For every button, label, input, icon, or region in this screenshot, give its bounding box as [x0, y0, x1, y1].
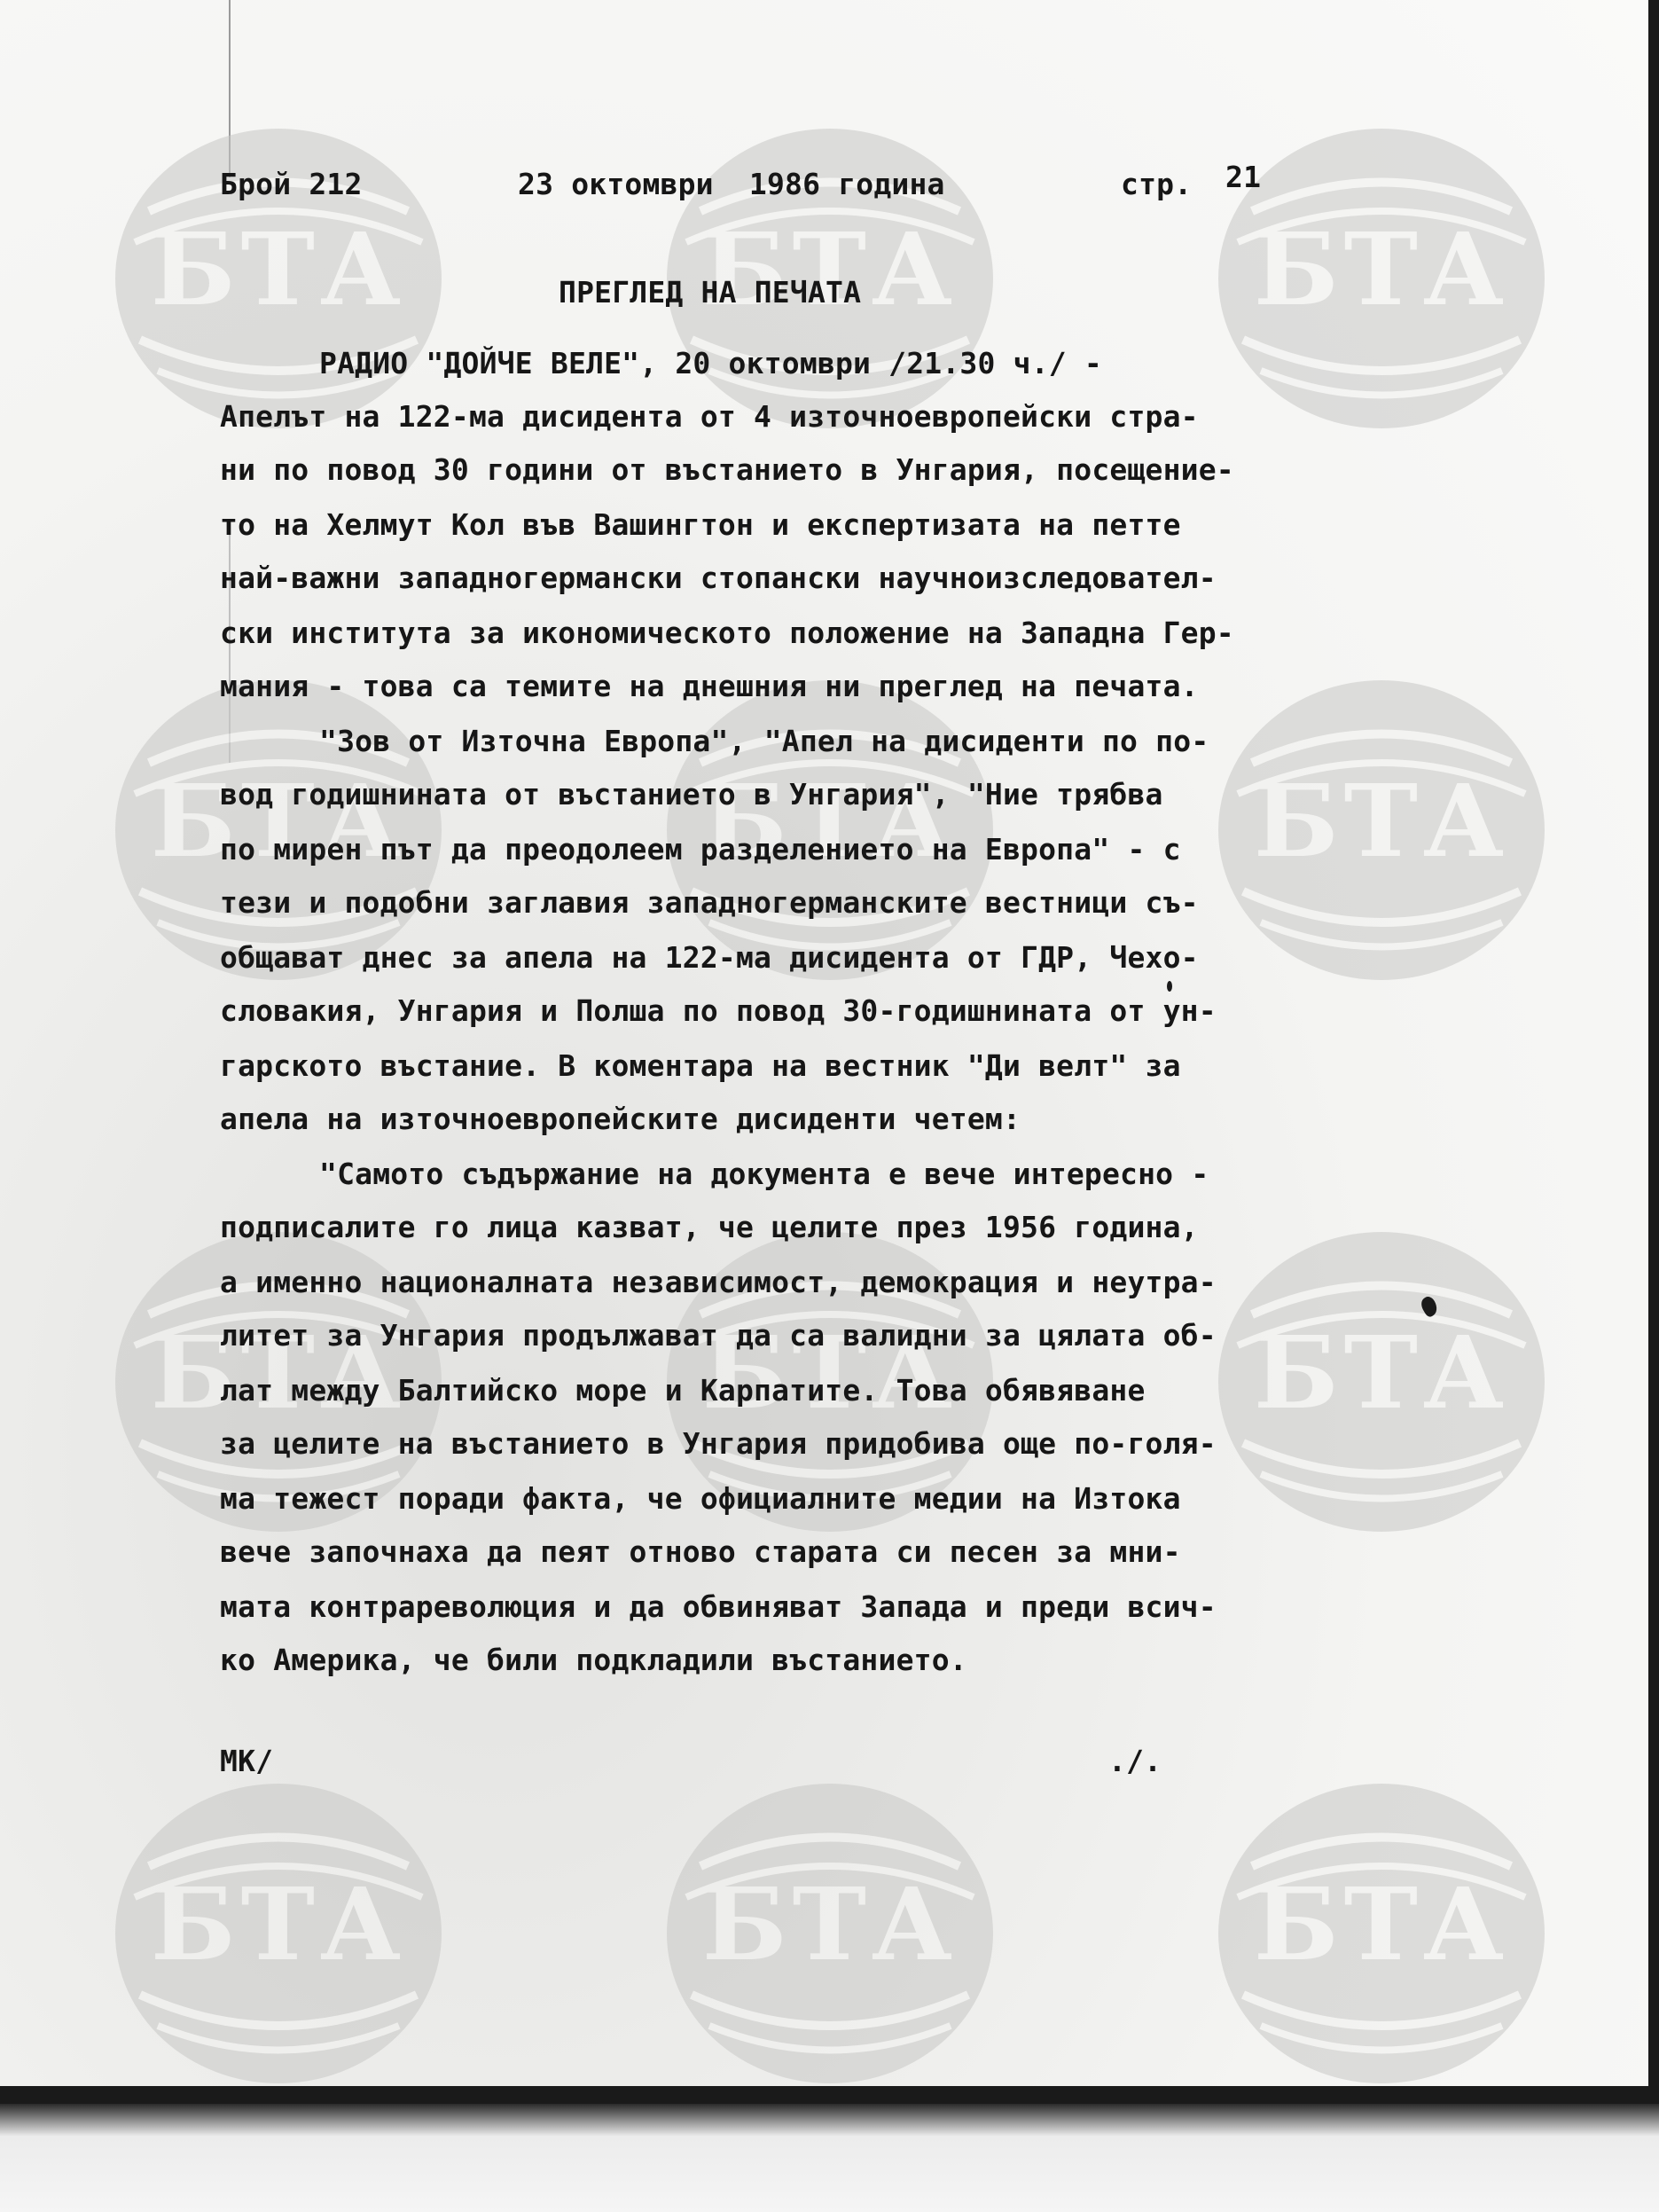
- ink-blot: [1167, 981, 1172, 992]
- text-line: по мирен път да преодолеем разделението на Европа" - с: [220, 832, 1181, 867]
- text-line: "Самото съдържание на документа е вече интересно -: [319, 1157, 1209, 1191]
- text-line: ни по повод 30 години от въстанието в Унгария, посещение-: [220, 452, 1234, 487]
- page-number: 21: [1225, 160, 1262, 194]
- text-line: литет за Унгария продължават да са валидни за цялата об-: [220, 1318, 1217, 1353]
- text-line: РАДИО "ДОЙЧЕ ВЕЛЕ", 20 октомври /21.30 ч./ -: [319, 346, 1102, 380]
- text-line: вече започнаха да пеят отново старата си песен за мни-: [220, 1534, 1181, 1569]
- text-line: подписалите го лица казват, че целите през 1956 година,: [220, 1210, 1199, 1244]
- text-line: "Зов от Източна Европа", "Апел на дисиденти по по-: [319, 724, 1209, 758]
- scan-edge: [1648, 0, 1659, 2086]
- page-title: ПРЕГЛЕД НА ПЕЧАТА: [559, 275, 862, 310]
- text-line: а именно националната независимост, демокрация и неутра-: [220, 1265, 1217, 1299]
- text-line: ма тежест поради факта, че официалните медии на Изтока: [220, 1481, 1181, 1516]
- issue-number: Брой 212: [220, 167, 363, 201]
- bta-logo-icon: [113, 1782, 443, 2085]
- text-line: тези и подобни заглавия западногерманските вестници съ-: [220, 885, 1199, 920]
- issue-date: 23 октомври 1986 година: [518, 167, 945, 201]
- author-initials: МК/: [220, 1744, 274, 1778]
- bta-logo-icon: [1217, 679, 1546, 982]
- bta-logo-icon: [1217, 1230, 1546, 1533]
- text-line: гарското въстание. В коментара на вестник "Ди велт" за: [220, 1048, 1181, 1083]
- bta-logo-icon: [1217, 1782, 1546, 2085]
- bta-logo-icon: [1217, 127, 1546, 430]
- text-line: за целите на въстанието в Унгария придобива още по-голя-: [220, 1426, 1217, 1461]
- text-line: мата контрареволюция и да обвиняват Запада и преди всич-: [220, 1589, 1217, 1624]
- text-line: то на Хелмут Кол във Вашингтон и експертизата на петте: [220, 507, 1181, 542]
- bta-logo-icon: [665, 1782, 995, 2085]
- text-line: апела на източноевропейските дисиденти четем:: [220, 1102, 1021, 1136]
- text-line: ски института за икономическото положение на Западна Гер-: [220, 616, 1234, 650]
- text-line: ко Америка, че били подкладили въстанието.: [220, 1643, 967, 1677]
- text-line: лат между Балтийско море и Карпатите. Това обявяване: [220, 1373, 1146, 1408]
- text-line: мания - това са темите на днешния ни преглед на печата.: [220, 669, 1199, 703]
- text-line: вод годишнината от въстанието в Унгария", "Ние трябва: [220, 777, 1163, 812]
- text-line: Апелът на 122-ма дисидента от 4 източноевропейски стра-: [220, 399, 1199, 434]
- page-label: стр.: [1121, 167, 1193, 201]
- text-line: най-важни западногермански стопански научноизследовател-: [220, 561, 1217, 595]
- continuation-mark: ./.: [1108, 1744, 1162, 1778]
- text-line: словакия, Унгария и Полша по повод 30-годишнината от ун-: [220, 993, 1217, 1028]
- text-line: общават днес за апела на 122-ма дисидента от ГДР, Чехо-: [220, 940, 1199, 975]
- scan-strip: [0, 2104, 1659, 2212]
